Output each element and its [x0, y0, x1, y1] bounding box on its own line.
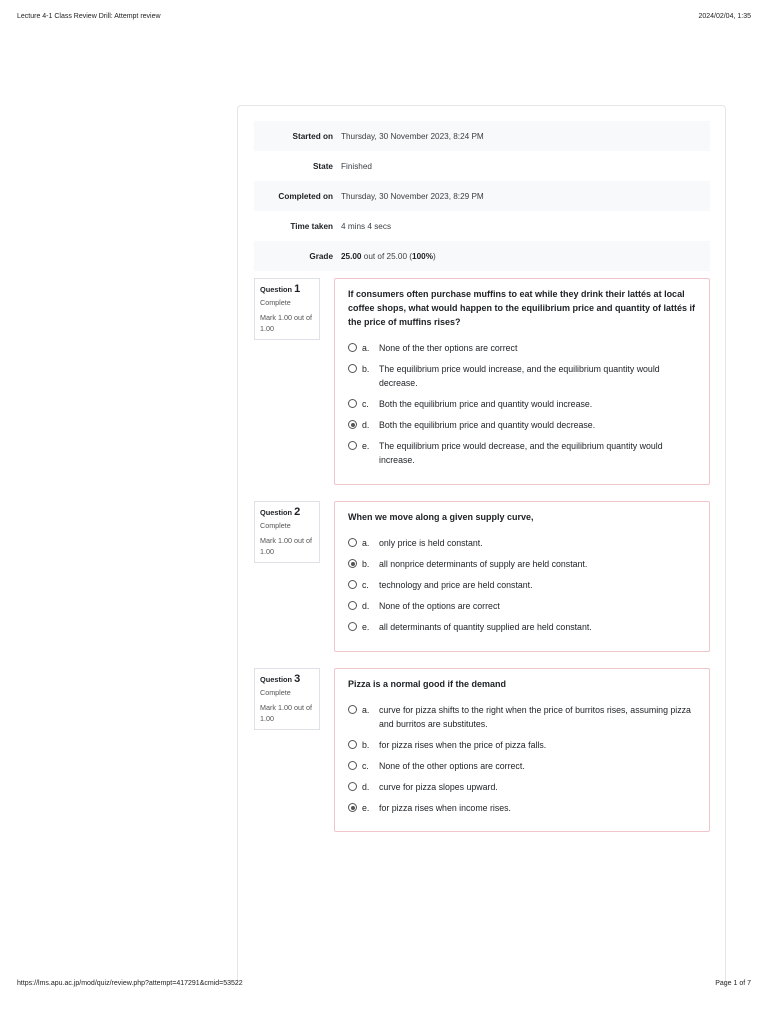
answer-option[interactable] [348, 620, 696, 634]
time-taken-label: Time taken [290, 221, 333, 231]
question-info-2 [254, 501, 320, 563]
radio-icon[interactable] [348, 601, 357, 610]
question-number: Question 3 [260, 673, 301, 685]
answer-list [348, 341, 696, 467]
completed-label: Completed on [278, 191, 333, 201]
option-letter: e. [362, 803, 370, 813]
option-text: None of the ther options are correct [379, 343, 518, 353]
option-text: The equilibrium price would increase, and the equilibrium quantity would decrease. [379, 364, 660, 388]
answer-option[interactable] [348, 341, 696, 355]
started-value: Thursday, 30 November 2023, 8:24 PM [341, 131, 484, 141]
question-number: Question 1 [260, 283, 301, 295]
attempt-summary-table [254, 121, 710, 271]
grade-out-of: out of 25.00 ( [361, 251, 413, 261]
option-letter: b. [362, 740, 370, 750]
option-text: for pizza rises when income rises. [379, 803, 512, 813]
summary-row-state [254, 151, 710, 181]
summary-row-grade [254, 241, 710, 271]
answer-option[interactable] [348, 599, 696, 613]
radio-icon[interactable] [348, 705, 357, 714]
question-mark: Mark 1.00 out of 1.00 [260, 313, 312, 333]
answer-option[interactable] [348, 801, 696, 815]
radio-selected-icon[interactable] [348, 803, 357, 812]
answer-option[interactable] [348, 397, 696, 411]
option-letter: e. [362, 622, 370, 632]
question-content-2 [334, 501, 710, 652]
question-number-value: 1 [294, 283, 301, 295]
state-label: State [312, 161, 333, 171]
radio-selected-icon[interactable] [348, 420, 357, 429]
question-number-value: 3 [294, 673, 301, 685]
question-text: If consumers often purchase muffins to eat while they drink their lattés at local coffee shops, what would happen to the equilibrium price and quantity of lattés if the price of muffins rises? [348, 289, 696, 327]
option-letter: a. [362, 705, 370, 715]
radio-icon[interactable] [348, 580, 357, 589]
radio-icon[interactable] [348, 399, 357, 408]
summary-row-started [254, 121, 710, 151]
answer-option[interactable] [348, 578, 696, 592]
option-text: for pizza rises when the price of pizza falls. [379, 740, 547, 750]
question-state: Complete [260, 298, 291, 307]
option-text: Both the equilibrium price and quantity would increase. [379, 399, 593, 409]
radio-icon[interactable] [348, 343, 357, 352]
print-footer [17, 980, 751, 987]
print-url: https://lms.apu.ac.jp/mod/quiz/review.php?attempt=417291&cmid=53522 [17, 980, 243, 987]
option-letter: b. [362, 559, 370, 569]
question-state: Complete [260, 688, 291, 697]
radio-icon[interactable] [348, 538, 357, 547]
radio-icon[interactable] [348, 761, 357, 770]
option-text: curve for pizza shifts to the right when the price of burritos rises, assuming pizza and burritos are substitutes. [379, 705, 691, 729]
option-text: technology and price are held constant. [379, 580, 533, 590]
state-value: Finished [341, 161, 372, 171]
option-letter: e. [362, 441, 370, 451]
question-content-1 [334, 278, 710, 485]
option-letter: d. [362, 782, 370, 792]
option-text: The equilibrium price would decrease, and the equilibrium quantity would increase. [379, 441, 663, 465]
option-letter: c. [362, 761, 369, 771]
question-number-value: 2 [294, 506, 301, 518]
question-text: When we move along a given supply curve, [348, 512, 534, 522]
answer-option[interactable] [348, 738, 696, 752]
radio-selected-icon[interactable] [348, 559, 357, 568]
option-letter: c. [362, 580, 369, 590]
answer-option[interactable] [348, 362, 696, 390]
radio-icon[interactable] [348, 441, 357, 450]
radio-icon[interactable] [348, 622, 357, 631]
grade-percent: 100% [412, 251, 433, 261]
question-text: Pizza is a normal good if the demand [348, 679, 507, 689]
print-header [17, 13, 751, 20]
question-info-3 [254, 668, 320, 730]
radio-icon[interactable] [348, 782, 357, 791]
question-info-1 [254, 278, 320, 340]
option-text: curve for pizza slopes upward. [379, 782, 498, 792]
answer-option[interactable] [348, 759, 696, 773]
answer-option[interactable] [348, 780, 696, 794]
grade-score: 25.00 [341, 251, 362, 261]
answer-list [348, 536, 696, 634]
time-taken-value: 4 mins 4 secs [341, 221, 392, 231]
completed-value: Thursday, 30 November 2023, 8:29 PM [341, 191, 484, 201]
summary-row-completed [254, 181, 710, 211]
answer-option[interactable] [348, 557, 696, 571]
option-text: all determinants of quantity supplied are held constant. [379, 622, 592, 632]
summary-row-time [254, 211, 710, 241]
option-letter: c. [362, 399, 369, 409]
option-letter: d. [362, 420, 370, 430]
option-letter: a. [362, 343, 370, 353]
print-datetime: 2024/02/04, 1:35 [698, 13, 751, 20]
question-mark: Mark 1.00 out of 1.00 [260, 536, 312, 556]
radio-icon[interactable] [348, 740, 357, 749]
option-letter: d. [362, 601, 370, 611]
answer-option[interactable] [348, 703, 696, 731]
question-number: Question 2 [260, 506, 301, 518]
answer-option[interactable] [348, 536, 696, 550]
option-letter: a. [362, 538, 370, 548]
option-text: all nonprice determinants of supply are held constant. [379, 559, 588, 569]
grade-value [337, 241, 710, 271]
question-state: Complete [260, 521, 291, 530]
option-text: Both the equilibrium price and quantity would decrease. [379, 420, 596, 430]
question-mark: Mark 1.00 out of 1.00 [260, 703, 312, 723]
grade-label: Grade [309, 251, 333, 261]
option-text: only price is held constant. [379, 538, 483, 548]
radio-icon[interactable] [348, 364, 357, 373]
print-title: Lecture 4-1 Class Review Drill: Attempt review [17, 13, 161, 20]
answer-option[interactable] [348, 418, 696, 432]
answer-option[interactable] [348, 439, 696, 467]
grade-close: ) [432, 251, 436, 261]
option-text: None of the options are correct [379, 601, 500, 611]
question-content-3 [334, 668, 710, 832]
answer-list [348, 703, 696, 815]
option-letter: b. [362, 364, 370, 374]
print-page-number: Page 1 of 7 [715, 980, 751, 987]
option-text: None of the other options are correct. [379, 761, 525, 771]
started-label: Started on [292, 131, 333, 141]
